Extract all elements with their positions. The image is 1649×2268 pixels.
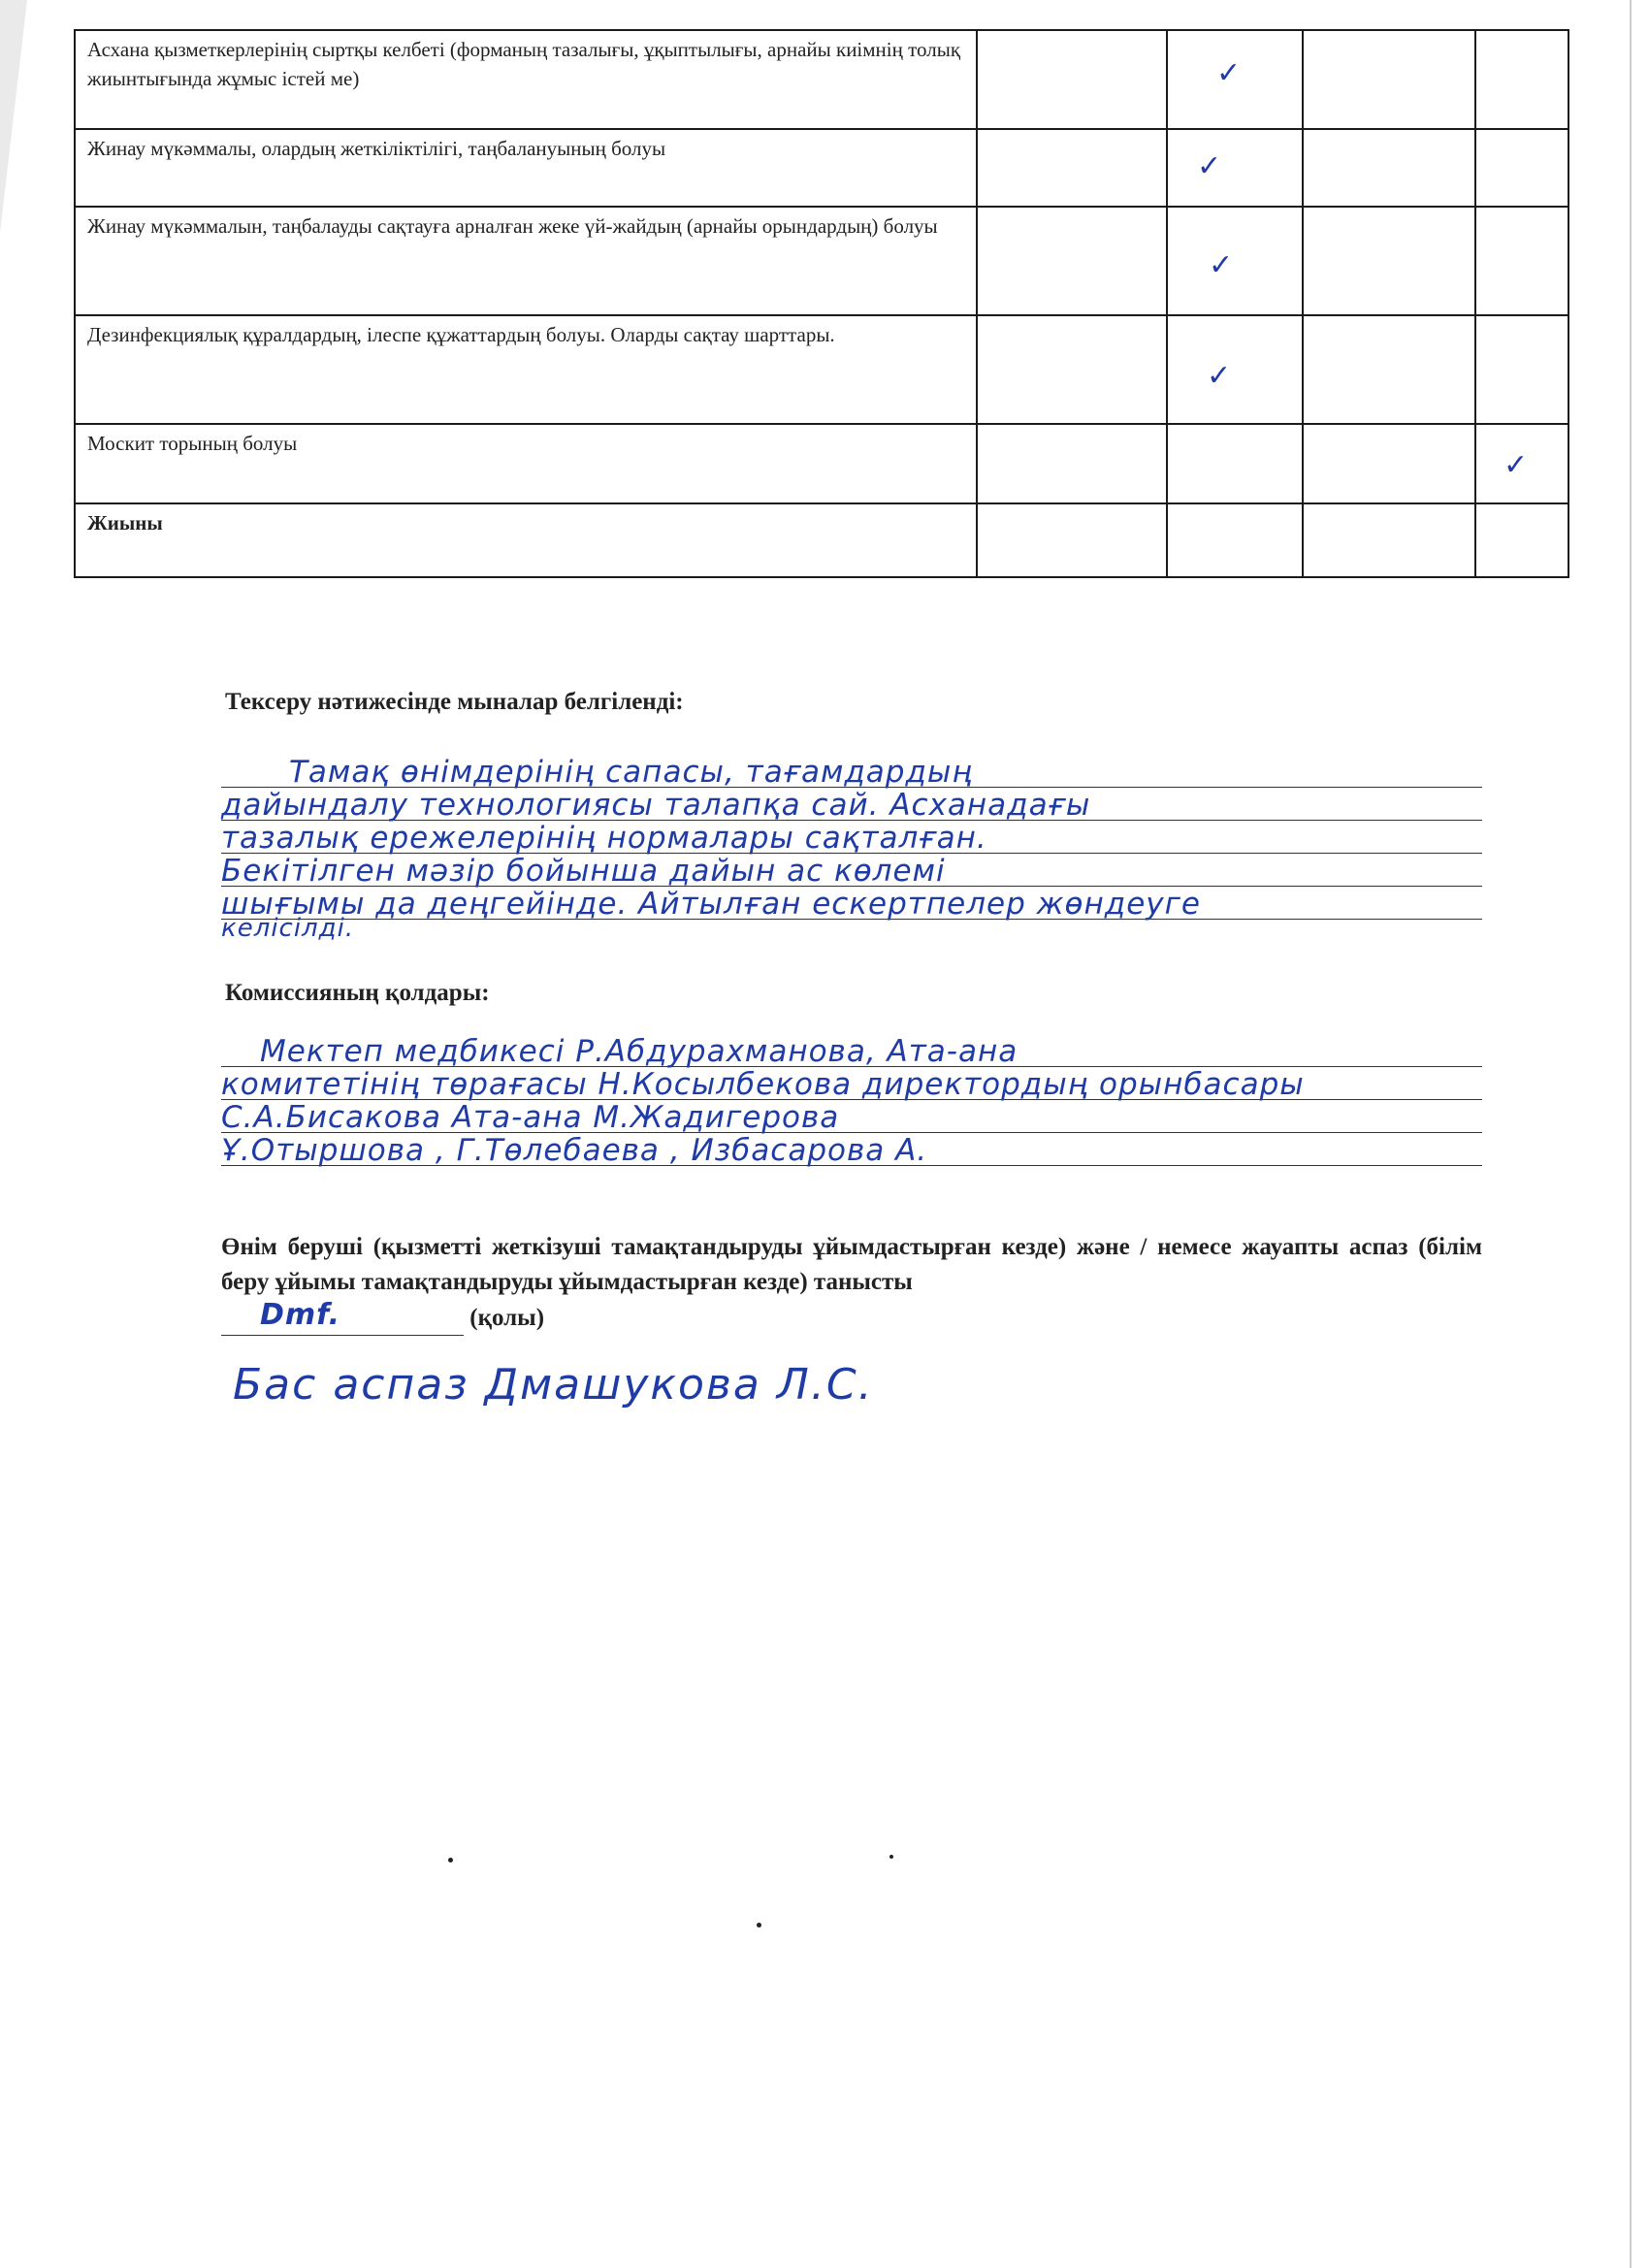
handwritten-text: тазалық ережелерінің нормалары сақталған. (221, 821, 987, 856)
table-row (75, 129, 1568, 207)
row-label: Москит торының болуы (75, 424, 977, 503)
mark-cell (1475, 129, 1568, 207)
mark-cell (977, 424, 1167, 503)
mark-cell (1475, 315, 1568, 424)
mark-cell (1167, 207, 1303, 315)
mark-cell (1303, 207, 1475, 315)
handwritten-text: С.А.Бисакова Ата-ана М.Жадигерова (221, 1100, 840, 1135)
handwritten-signature: Dmf. (260, 1298, 340, 1333)
signature-line (221, 1298, 464, 1336)
mark-cell (1167, 424, 1303, 503)
ruled-line (221, 755, 1482, 788)
mark-cell (977, 207, 1167, 315)
check-mark: ✓ (1197, 149, 1222, 183)
ruled-line (221, 1100, 1482, 1133)
acknowledgement-text: Өнім беруші (қызметті жеткізуші тамақтандыруды ұйымдастырған кезде) және / немесе жауапты аспаз (білім беру ұйымы тамақтандыруды ұйымдастырған кезде) танысты (221, 1234, 1482, 1296)
check-mark: ✓ (1504, 448, 1529, 482)
row-label: Дезинфекциялық құралдардың, ілеспе құжаттардың болуы. Оларды сақтау шарттары. (75, 315, 977, 424)
row-label: Асхана қызметкерлерінің сыртқы келбеті (форманың тазалығы, ұқыптылығы, арнайы киімнің толық жиынтығында жұмыс істей ме) (75, 30, 977, 129)
commission-heading: Комиссияның қолдары: (225, 980, 490, 1006)
mark-cell (1167, 30, 1303, 129)
mark-cell (1303, 129, 1475, 207)
acknowledgement-paragraph (221, 1230, 1482, 1336)
ruled-line (221, 887, 1482, 920)
ruled-line (221, 788, 1482, 821)
chef-handwritten-line: Бас аспаз Дмашукова Л.С. (233, 1360, 874, 1409)
handwritten-text: Тамақ өнімдерінің сапасы, тағамдардың (289, 755, 973, 790)
handwritten-text: Мектеп медбикесі Р.Абдурахманова, Ата-ана (260, 1034, 1018, 1069)
scan-speck (757, 1923, 761, 1928)
handwritten-text: Ұ.Отыршова , Г.Төлебаева , Избасарова А. (221, 1133, 928, 1168)
handwritten-text: комитетінің төрағасы Н.Косылбекова директордың орынбасары (221, 1067, 1305, 1102)
mark-cell (1475, 30, 1568, 129)
mark-cell (1167, 129, 1303, 207)
table-row (75, 503, 1568, 577)
mark-cell (1475, 207, 1568, 315)
mark-cell (1303, 315, 1475, 424)
page-edge (1630, 0, 1632, 2268)
inspection-table (74, 29, 1569, 578)
findings-lines (221, 755, 1482, 943)
check-mark: ✓ (1216, 56, 1242, 90)
mark-cell (1303, 503, 1475, 577)
check-mark: ✓ (1209, 248, 1234, 282)
mark-cell (1475, 424, 1568, 503)
mark-cell (977, 315, 1167, 424)
scan-speck (448, 1858, 453, 1863)
table-row (75, 424, 1568, 503)
table-row (75, 207, 1568, 315)
ruled-line (221, 1034, 1482, 1067)
table-row (75, 30, 1568, 129)
mark-cell (1475, 503, 1568, 577)
ruled-line (221, 1133, 1482, 1166)
total-label: Жиыны (75, 503, 977, 577)
signature-caption: (қолы) (469, 1304, 545, 1331)
ruled-line (221, 821, 1482, 854)
handwritten-text: келісілді. (221, 914, 355, 943)
row-label: Жинау мүкәммалын, таңбалауды сақтауға арналған жеке үй-жайдың (арнайы орындардың) болуы (75, 207, 977, 315)
ruled-line (221, 1067, 1482, 1100)
mark-cell (977, 30, 1167, 129)
mark-cell (977, 129, 1167, 207)
commission-lines (221, 1034, 1482, 1166)
mark-cell (1303, 30, 1475, 129)
findings-heading: Тексеру нәтижесінде мыналар белгіленді: (225, 689, 684, 715)
mark-cell (977, 503, 1167, 577)
handwritten-text: дайындалу технологиясы талапқа сай. Асханадағы (221, 788, 1091, 823)
mark-cell (1167, 315, 1303, 424)
row-label: Жинау мүкәммалы, олардың жеткіліктілігі, таңбалануының болуы (75, 129, 977, 207)
handwritten-text: шығымы да деңгейінде. Айтылған ескертпелер жөндеуге (221, 887, 1201, 922)
ruled-line (221, 854, 1482, 887)
mark-cell (1303, 424, 1475, 503)
mark-cell (1167, 503, 1303, 577)
check-mark: ✓ (1207, 359, 1232, 393)
handwritten-text: Бекітілген мәзір бойынша дайын ас көлемі (221, 854, 946, 889)
table-row (75, 315, 1568, 424)
scan-speck (889, 1855, 893, 1859)
folded-corner (0, 0, 27, 233)
